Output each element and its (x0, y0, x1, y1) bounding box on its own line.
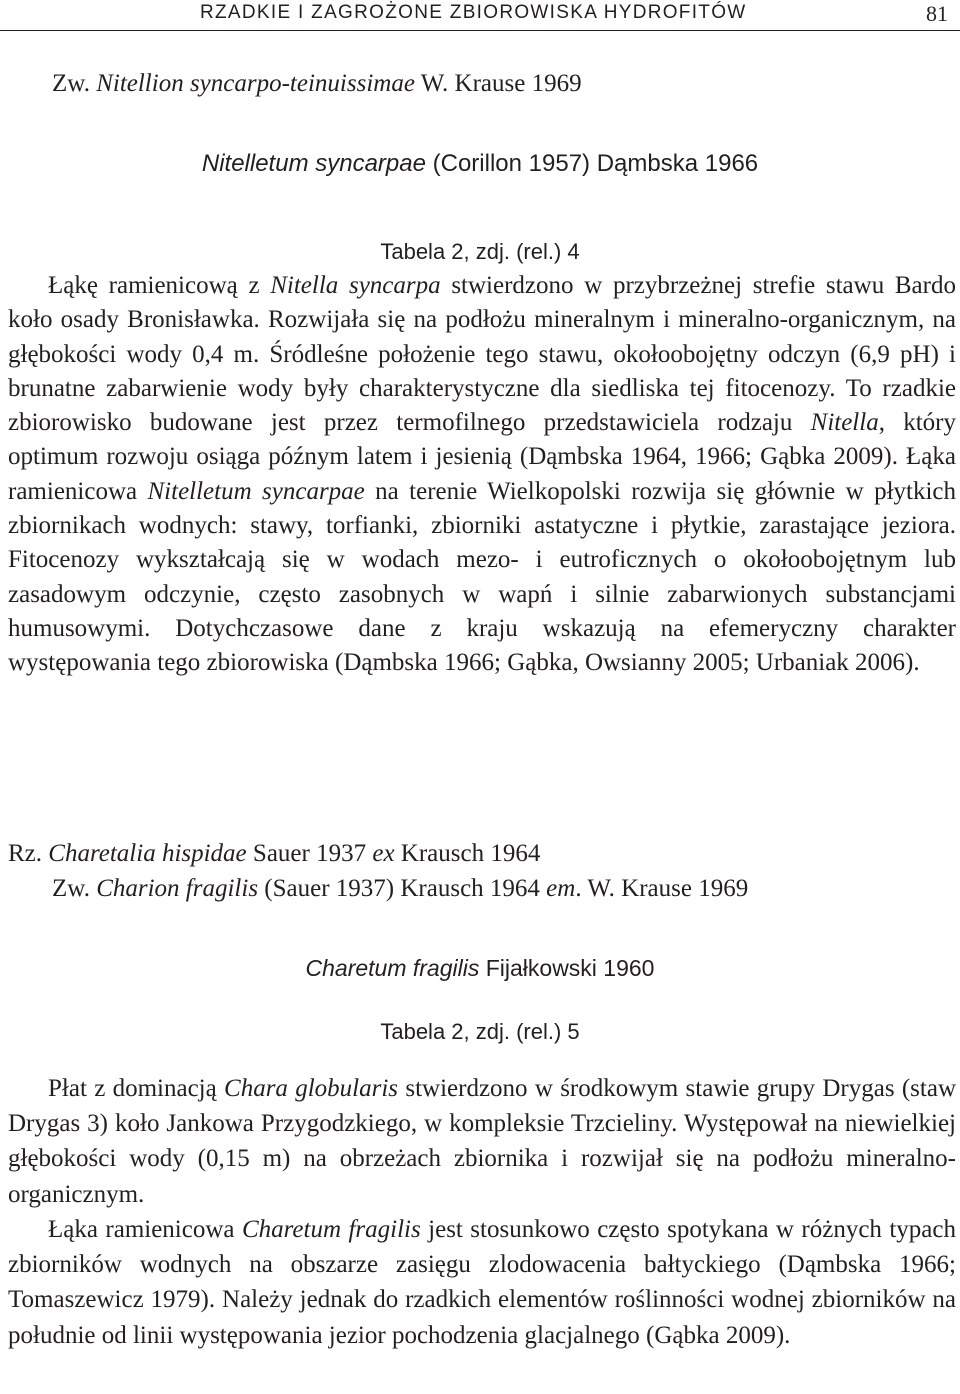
running-title: RZADKIE I ZAGROŻONE ZBIOROWISKA HYDROFITÓW (200, 2, 747, 23)
paragraph-charetum-fragilis: Łąka ramienicowa Charetum fragilis jest stosunkowo często spotykana w różnych typach zbiorników wodnych na obszarze zasięgu zlodowacenia bałtyckiego (Dąmbska 1966; Tomaszewicz 1979). Należy jednak do rzadkich elementów roślinności wodnej zbiorników na południe od linii występowania jezior pochodzenia glacjalnego (Gąbka 2009). (8, 1216, 956, 1349)
paragraph-nitelletum: Łąkę ramienicową z Nitella syncarpa stwierdzono w przybrzeżnej strefie stawu Bardo koło osady Bronisławka. Rozwijała się na podłożu mineralnym i mineralno-organicznym, na głębokości wody 0,4 m. Śródleśne położenie tego stawu, okołoobojętny odczyn (6,9 pH) i brunatne zabarwienie wody były charakterystyczne dla siedliska tej fitocenozy. To rzadkie zbiorowisko budowane jest przez termofilnego przedstawiciela rodzaju Nitella, który optimum rozwoju osiąga późnym latem i jesienią (Dąmbska 1964, 1966; Gąbka 2009). Łąka ramienicowa Nitelletum syncarpae na terenie Wielkopolski rozwija się głównie w płytkich zbiornikach wodnych: stawy, torfianki, zbiorniki astatyczne i płytkie, zarastające jeziora. Fitocenozy wykształcają się w wodach mezo- i eutroficznych o okołoobojętnym lub zasadowym odczynie, często zasobnych w wapń i silnie zabarwionych substancjami humusowymi. Dotychczasowe dane z kraju wskazują na efemeryczny charakter występowania tego zbiorowiska (Dąmbska 1966; Gąbka, Owsianny 2005; Urbaniak 2006). (8, 272, 957, 677)
page-number: 81 (926, 1, 948, 26)
alliance-heading-charion: Zw. Charion fragilis (Sauer 1937) Krausch 1964 em. W. Krause 1969 (52, 875, 749, 902)
order-heading-charetalia: Rz. Charetalia hispidae Sauer 1937 ex Krausch 1964 (8, 840, 541, 867)
table-reference-1: Tabela 2, zdj. (rel.) 4 (380, 239, 580, 264)
table-reference-2: Tabela 2, zdj. (rel.) 5 (380, 1019, 580, 1044)
association-heading-nitelletum: Nitelletum syncarpae (Corillon 1957) Dąmbska 1966 (201, 150, 759, 177)
running-header (0, 0, 960, 31)
association-heading-charetum: Charetum fragilis Fijałkowski 1960 (305, 955, 655, 981)
paragraph-chara-globularis: Płat z dominacją Chara globularis stwierdzono w środkowym stawie grupy Drygas (staw Drygas 3) koło Jankowa Przygodzkiego, w kompleksie Trzcieliny. Występował na niewielkiej głębokości wody (0,15 m) na obrzeżach zbiornika i rozwijał się na podłożu mineralno-organicznym. (8, 1075, 957, 1208)
alliance-heading-nitellion: Zw. Nitellion syncarpo-teinuissimae W. Krause 1969 (52, 70, 582, 97)
